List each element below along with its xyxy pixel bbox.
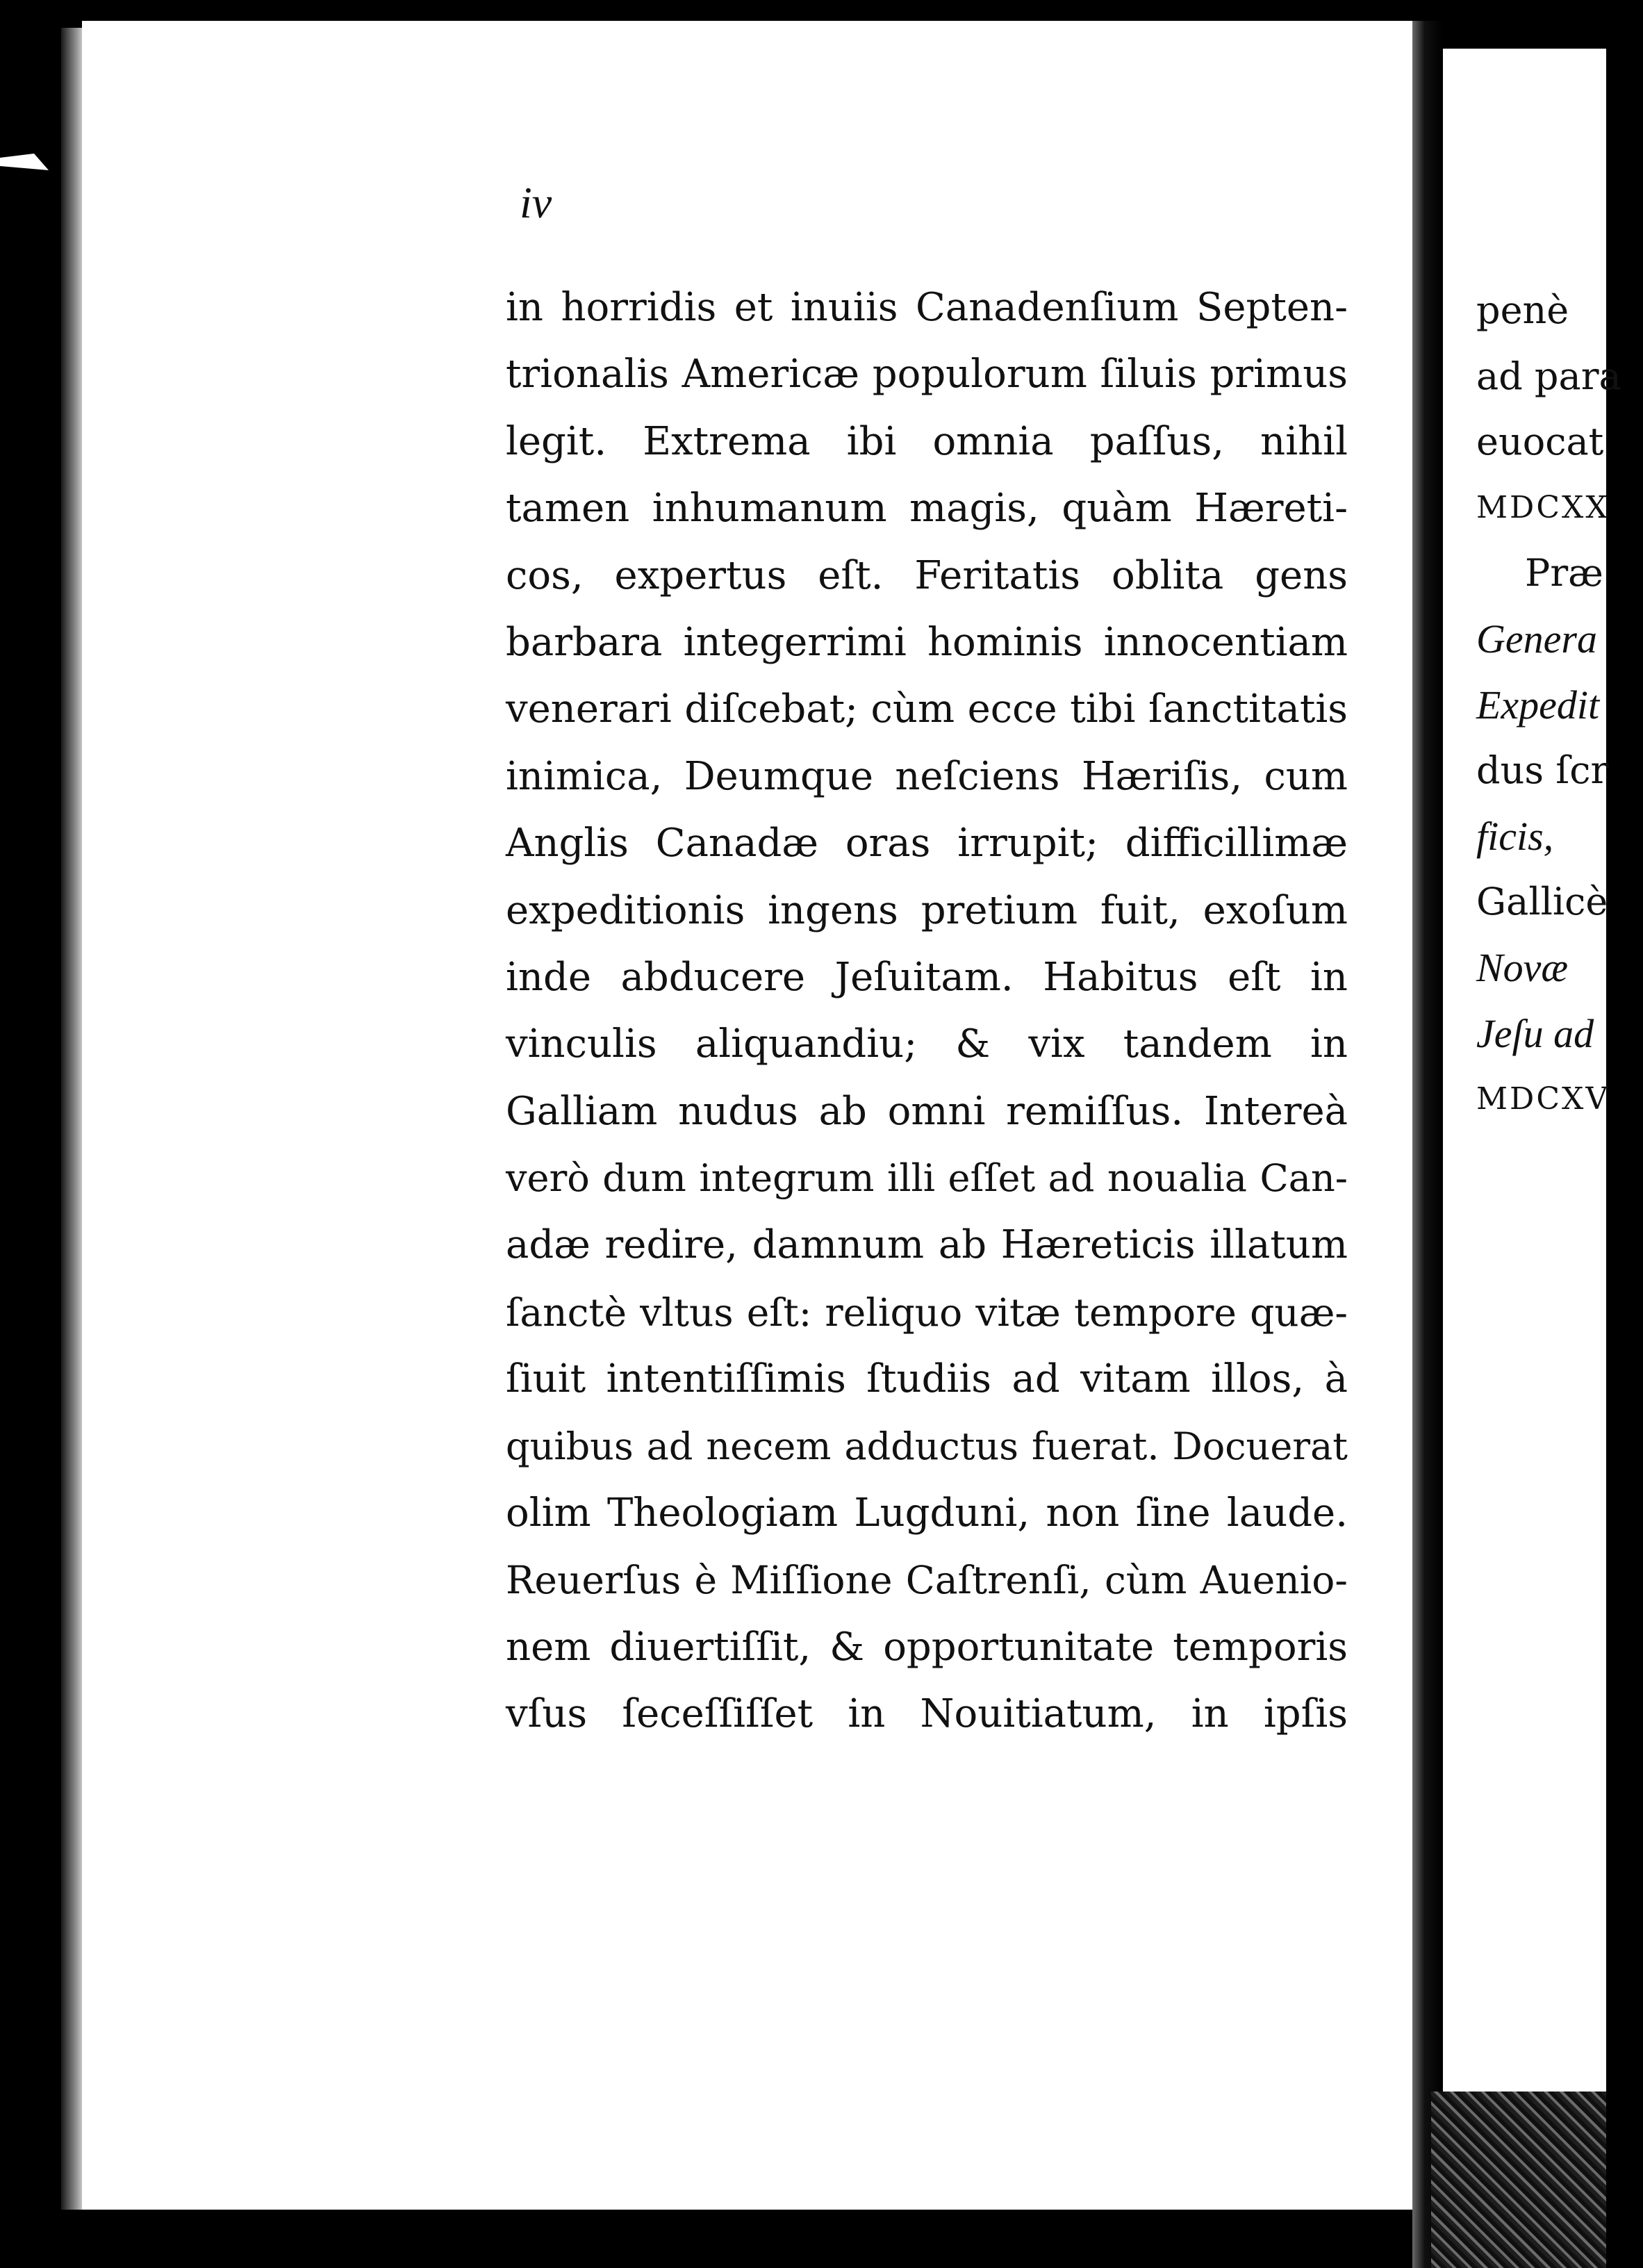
text-line: expeditionis ingens pretium fuit, exoſum [506, 887, 1348, 933]
facing-page-text [1476, 278, 1643, 1133]
facing-line: Novæ [1476, 944, 1569, 990]
text-line: ſanctè vltus eſt: reliquo vitæ tempore quæ- [506, 1290, 1348, 1335]
text-line: ſiuit intentiſſimis ſtudiis ad vitam illos, à [506, 1356, 1348, 1402]
facing-line: MDCXV [1476, 1081, 1610, 1117]
facing-line: ad para [1476, 354, 1621, 398]
scan-edge-mark [0, 149, 49, 170]
facing-line: Præ [1525, 551, 1603, 595]
text-line: in horridis et inuiis Canadenſium Septen- [506, 285, 1348, 330]
book-gutter [1412, 21, 1443, 2268]
text-line: inde abducere Jeſuitam. Habitus eſt in [506, 954, 1348, 1000]
facing-line: MDCXX [1476, 489, 1610, 525]
text-line: verò dum integrum illi eſſet ad noualia Can- [506, 1156, 1348, 1201]
text-line: nem diuertiſſit, & opportunitate temporis [506, 1624, 1348, 1670]
page-body-text [506, 274, 1348, 1748]
text-line: olim Theologiam Lugduni, non ſine laude. [506, 1490, 1348, 1536]
text-line: venerari diſcebat; cùm ecce tibi ſanctitatis [506, 687, 1348, 732]
facing-line: penè [1476, 288, 1569, 332]
text-line: legit. Extrema ibi omnia paſſus, nihil [506, 418, 1348, 464]
facing-line: Gallicè [1476, 880, 1608, 924]
facing-line: euocat [1476, 420, 1604, 464]
text-line: inimica, Deumque neſciens Hæriſis, cum [506, 753, 1348, 799]
text-line: vinculis aliquandiu; & vix tandem in [506, 1021, 1348, 1067]
text-line: adæ redire, damnum ab Hæreticis illatum [506, 1222, 1348, 1268]
facing-page-torn-edge [1431, 2092, 1606, 2268]
page-number: iv [520, 178, 552, 227]
facing-line: Jeſu ad [1476, 1010, 1594, 1056]
text-line: Reuerſus è Miſſione Caſtrenſi, cùm Auenio- [506, 1558, 1348, 1603]
text-line: tamen inhumanum magis, quàm Hæreti- [506, 486, 1348, 532]
text-line: barbara integerrimi hominis innocentiam [506, 619, 1348, 665]
facing-line: Expedit [1476, 682, 1600, 728]
text-line: Anglis Canadæ oras irrupit; difficillimæ [506, 821, 1348, 866]
page-edge-shadow [61, 28, 85, 2210]
text-line: cos, expertus eſt. Feritatis oblita gens [506, 552, 1348, 598]
facing-line: ficis, [1476, 813, 1554, 859]
text-line: Galliam nudus ab omni remiſſus. Intereà [506, 1088, 1348, 1134]
text-line: vſus ſeceſſiſſet in Nouitiatum, in ipſis [506, 1691, 1348, 1737]
facing-line: Genera [1476, 616, 1597, 662]
text-line: trionalis Americæ populorum ſiluis primus [506, 352, 1348, 397]
text-line: quibus ad necem adductus fuerat. Docuerat [506, 1424, 1348, 1468]
facing-line: dus ſcr [1476, 748, 1609, 793]
